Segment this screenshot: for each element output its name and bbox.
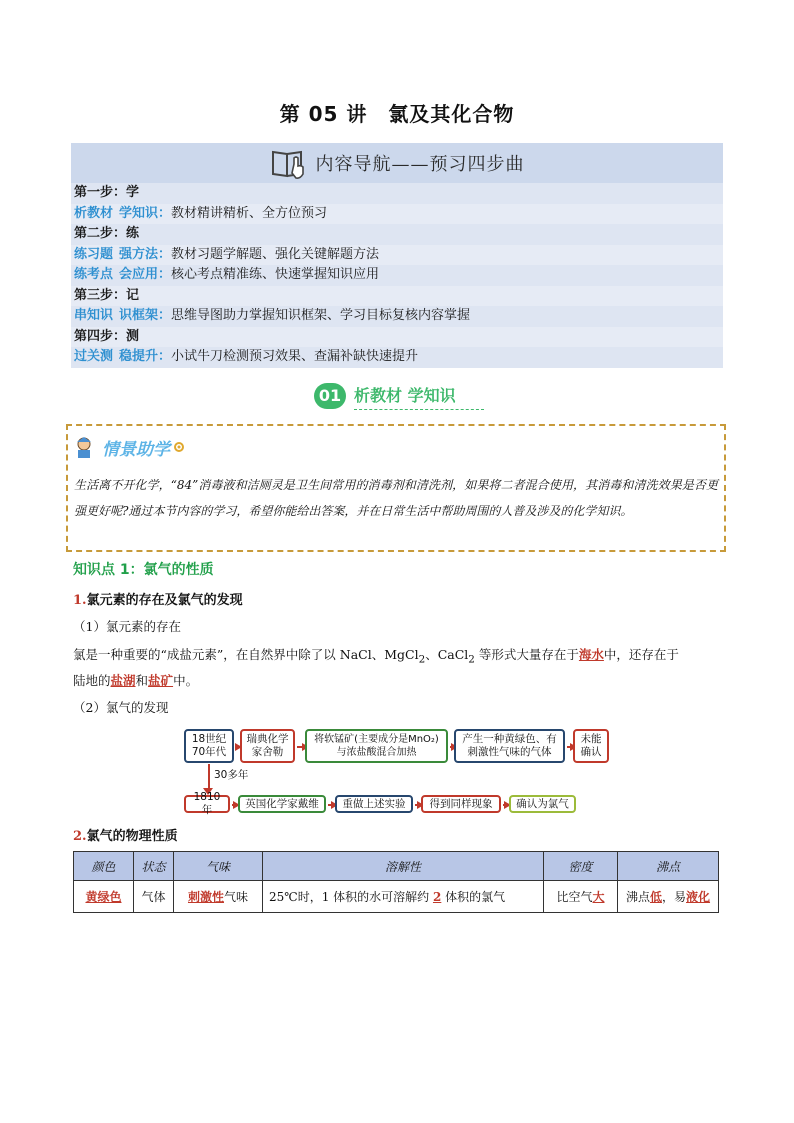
table-header: 密度 — [544, 852, 618, 881]
flow-result-2: 得到同样现象 — [421, 795, 501, 813]
nav-step-3: 第三步：记 — [71, 286, 723, 307]
table-header-row — [74, 852, 719, 881]
table-cell-smell: 刺激性气味 — [174, 881, 263, 913]
table-cell-solubility: 25℃时，1 体积的水可溶解约 2 体积的氯气 — [263, 881, 544, 913]
nav-header — [71, 143, 723, 183]
table-header: 沸点 — [618, 852, 719, 881]
table-header: 溶解性 — [263, 852, 544, 881]
paragraph-line-2: 陆地的盐湖和盐矿中。 — [73, 673, 199, 688]
section-label: 析教材 学知识 — [354, 386, 456, 405]
table-cell-color: 黄绿色 — [74, 881, 134, 913]
subsection-1a-heading: （1）氯元素的存在 — [73, 619, 181, 634]
flow-who-1: 瑞典化学 家舍勒 — [240, 729, 295, 763]
flow-end-2: 确认为氯气 — [509, 795, 576, 813]
nav-item-liankaodian[interactable]: 练考点 会应用：核心考点精准练、快速掌握知识应用 — [71, 265, 723, 286]
nav-step-2: 第二步：练 — [71, 224, 723, 245]
physical-properties-table — [73, 851, 719, 913]
flow-year-1: 18世纪 70年代 — [184, 729, 234, 763]
flow-arrow — [328, 804, 332, 806]
table-cell-boiling-point: 沸点低，易液化 — [618, 881, 719, 913]
page-title: 第 05 讲 氯及其化合物 — [279, 102, 515, 126]
flow-arrow — [232, 804, 234, 806]
subsection-1b-heading: （2）氯气的发现 — [73, 700, 169, 715]
section-number: 01 — [314, 383, 346, 409]
table-cell-state: 气体 — [134, 881, 174, 913]
subsection-1-title: 1.氯元素的存在及氯气的发现 — [73, 593, 243, 608]
flow-arrow — [503, 804, 505, 806]
discovery-flowchart — [180, 727, 610, 817]
table-row — [74, 881, 719, 913]
nav-step-1: 第一步：学 — [71, 183, 723, 204]
nav-header-text: 内容导航——预习四步曲 — [315, 154, 525, 175]
nav-item-chuanzhishi[interactable]: 串知识 识框架：思维导图助力掌握知识框架、学习目标复核内容掌握 — [71, 306, 723, 327]
flow-gap-label: 30多年 — [214, 769, 249, 781]
flow-who-2: 英国化学家戴维 — [238, 795, 326, 813]
nav-item-guoguance[interactable]: 过关测 稳提升：小试牛刀检测预习效果、查漏补缺快速提升 — [71, 347, 723, 368]
flow-result-1: 产生一种黄绿色、有 刺激性气味的气体 — [454, 729, 565, 763]
flow-end-1: 未能 确认 — [573, 729, 609, 763]
situation-text: 生活离不开化学，“84”消毒液和洁厕灵是卫生间常用的消毒剂和清洗剂，如果将二者混合使用，其消毒和清洗效果是否更强更好呢?通过本节内容的学习，希望你能给出答案，并在日常生活中帮助周围的人普及涉及的化学知识。 — [74, 478, 718, 518]
nav-item-lianxiti[interactable]: 练习题 强方法：教材习题学解题、强化关键解题方法 — [71, 245, 723, 266]
situation-badge: 情景助学 — [74, 432, 198, 462]
table-header: 状态 — [134, 852, 174, 881]
student-icon — [74, 434, 102, 460]
knowledge-point-title: 知识点 1：氯气的性质 — [73, 562, 214, 578]
table-header: 颜色 — [74, 852, 134, 881]
nav-item-xijiaocai[interactable]: 析教材 学知识：教材精讲精析、全方位预习 — [71, 204, 723, 225]
section-underline — [354, 409, 484, 410]
table-cell-density: 比空气大 — [544, 881, 618, 913]
flow-action-2: 重做上述实验 — [335, 795, 413, 813]
flow-arrow — [450, 746, 452, 748]
flow-year-2: 1810年 — [184, 795, 230, 813]
flow-arrow — [297, 746, 303, 748]
subsection-2-title: 2.氯气的物理性质 — [73, 829, 178, 844]
content-navigation — [71, 143, 723, 368]
flow-action-1: 将软锰矿(主要成分是MnO₂) 与浓盐酸混合加热 — [305, 729, 448, 763]
table-header: 气味 — [174, 852, 263, 881]
flow-arrow — [567, 746, 571, 748]
gear-icon — [172, 440, 186, 454]
paragraph-line-1: 氯是一种重要的“成盐元素”，在自然界中除了以 NaCl、MgCl$_2$、CaCl$_2$ 等形式大量存在于海水中，还存在于 — [73, 647, 679, 666]
book-pointer-icon — [270, 146, 310, 180]
nav-step-4: 第四步：测 — [71, 327, 723, 348]
section-banner — [314, 381, 486, 411]
flow-arrow — [415, 804, 418, 806]
situation-box — [66, 424, 726, 552]
